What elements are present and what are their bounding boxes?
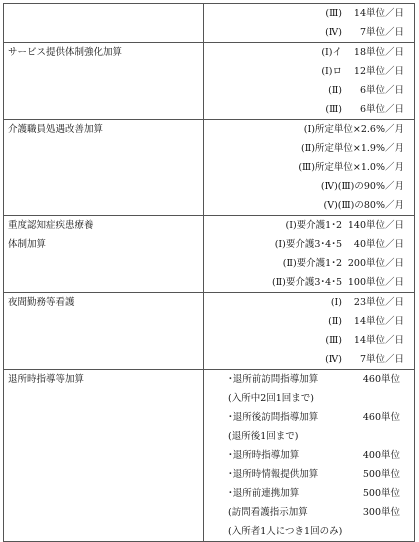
- rate-text: (Ⅲ)所定単位×1.0%／月: [298, 162, 404, 173]
- item-name-cell: [4, 216, 204, 293]
- item-name: サービス提供体制強化加算: [8, 47, 123, 58]
- unit-amount: 12単位／日: [353, 66, 404, 77]
- tier-label: (Ⅰ)要介護1･2: [285, 220, 342, 231]
- unit-amount: 14単位／日: [353, 335, 404, 346]
- value-line: [204, 312, 414, 331]
- tier-label: (Ⅳ): [325, 354, 342, 365]
- value-line: [204, 158, 414, 177]
- item-name-cell: [4, 120, 204, 216]
- unit-amount: 460単位: [362, 374, 400, 385]
- sub-item-label: (入所中2回1回まで): [228, 393, 315, 404]
- unit-amount: 6単位／日: [359, 85, 404, 96]
- item-name-cell: [4, 370, 204, 542]
- tier-label: (Ⅱ): [328, 85, 342, 96]
- table-row: [4, 216, 415, 293]
- unit-value-cell: [204, 4, 415, 43]
- value-line: [204, 484, 414, 503]
- value-line: [204, 23, 414, 42]
- item-name: 体制加算: [8, 239, 47, 250]
- unit-amount: 200単位／日: [347, 258, 404, 269]
- table-row: [4, 293, 415, 370]
- value-line: [204, 293, 414, 312]
- value-line: [204, 62, 414, 81]
- unit-value-cell: [204, 43, 415, 120]
- tier-label: (Ⅲ): [325, 8, 342, 19]
- value-line: [204, 216, 414, 235]
- sub-item-label: (訪問看護指示加算: [228, 507, 308, 518]
- unit-amount: 500単位: [362, 488, 400, 499]
- unit-amount: 500単位: [362, 469, 400, 480]
- unit-amount: 460単位: [362, 412, 400, 423]
- value-line: [204, 273, 414, 292]
- tier-label: (Ⅱ)要介護1･2: [282, 258, 342, 269]
- fee-table-body: [4, 4, 415, 542]
- sub-item-label: ･退所時情報提供加算: [228, 469, 319, 480]
- unit-amount: 40単位／日: [353, 239, 404, 250]
- item-name: 介護職員処遇改善加算: [8, 124, 104, 135]
- unit-value-cell: [204, 120, 415, 216]
- unit-amount: 7単位／日: [359, 27, 404, 38]
- item-name: 退所時指導等加算: [8, 374, 85, 385]
- rate-text: (Ⅳ)(Ⅲ)の90%／月: [320, 181, 404, 192]
- value-line: [204, 139, 414, 158]
- sub-item-label: ･退所後訪問指導加算: [228, 412, 319, 423]
- value-line: [204, 81, 414, 100]
- value-line: [204, 446, 414, 465]
- table-row: [4, 370, 415, 542]
- value-line: [204, 196, 414, 215]
- tier-label: (Ⅲ): [325, 104, 342, 115]
- table-row: [4, 43, 415, 120]
- value-line: [204, 427, 414, 446]
- value-line: [204, 254, 414, 273]
- unit-amount: 140単位／日: [347, 220, 404, 231]
- tier-label: (Ⅰ)イ: [321, 47, 342, 58]
- item-name: 夜間勤務等看護: [8, 297, 75, 308]
- value-line: [204, 503, 414, 522]
- value-line: [204, 331, 414, 350]
- unit-amount: 400単位: [362, 450, 400, 461]
- fee-table: [3, 3, 415, 542]
- tier-label: (Ⅲ): [325, 335, 342, 346]
- value-line: [204, 522, 414, 541]
- item-name-cell: [4, 43, 204, 120]
- item-name-cell: [4, 4, 204, 43]
- sub-item-label: (退所後1回まで): [228, 431, 299, 442]
- value-line: [204, 350, 414, 369]
- sub-item-label: ･退所時指導加算: [228, 450, 300, 461]
- value-line: [204, 43, 414, 62]
- tier-label: (Ⅳ): [325, 27, 342, 38]
- unit-amount: 14単位／日: [353, 8, 404, 19]
- tier-label: (Ⅱ)要介護3･4･5: [271, 277, 342, 288]
- table-row: [4, 120, 415, 216]
- value-line: [204, 235, 414, 254]
- value-line: [204, 370, 414, 389]
- table-row: [4, 4, 415, 43]
- value-line: [204, 120, 414, 139]
- sub-item-label: ･退所前訪問指導加算: [228, 374, 319, 385]
- unit-amount: 18単位／日: [353, 47, 404, 58]
- value-line: [204, 408, 414, 427]
- tier-label: (Ⅰ): [330, 297, 342, 308]
- value-line: [204, 100, 414, 119]
- fee-table-sheet: [3, 3, 413, 537]
- rate-text: (Ⅱ)所定単位×1.9%／月: [301, 143, 404, 154]
- item-name: 重度認知症疾患療養: [8, 220, 94, 231]
- tier-label: (Ⅱ): [328, 316, 342, 327]
- tier-label: (Ⅰ)要介護3･4･5: [274, 239, 342, 250]
- unit-amount: 7単位／日: [359, 354, 404, 365]
- sub-item-label: ･退所前連携加算: [228, 488, 300, 499]
- value-line: [204, 177, 414, 196]
- value-line: [204, 389, 414, 408]
- unit-amount: 23単位／日: [353, 297, 404, 308]
- tier-label: (Ⅰ)ロ: [321, 66, 342, 77]
- unit-value-cell: [204, 293, 415, 370]
- unit-value-cell: [204, 216, 415, 293]
- unit-amount: 300単位: [362, 507, 400, 518]
- value-line: [204, 4, 414, 23]
- value-line: [204, 465, 414, 484]
- sub-item-label: (入所者1人につき1回のみ): [228, 526, 343, 537]
- unit-value-cell: [204, 370, 415, 542]
- unit-amount: 100単位／日: [347, 277, 404, 288]
- item-name-cell: [4, 293, 204, 370]
- unit-amount: 6単位／日: [359, 104, 404, 115]
- unit-amount: 14単位／日: [353, 316, 404, 327]
- rate-text: (Ⅴ)(Ⅲ)の80%／月: [323, 200, 404, 211]
- rate-text: (Ⅰ)所定単位×2.6%／月: [303, 124, 404, 135]
